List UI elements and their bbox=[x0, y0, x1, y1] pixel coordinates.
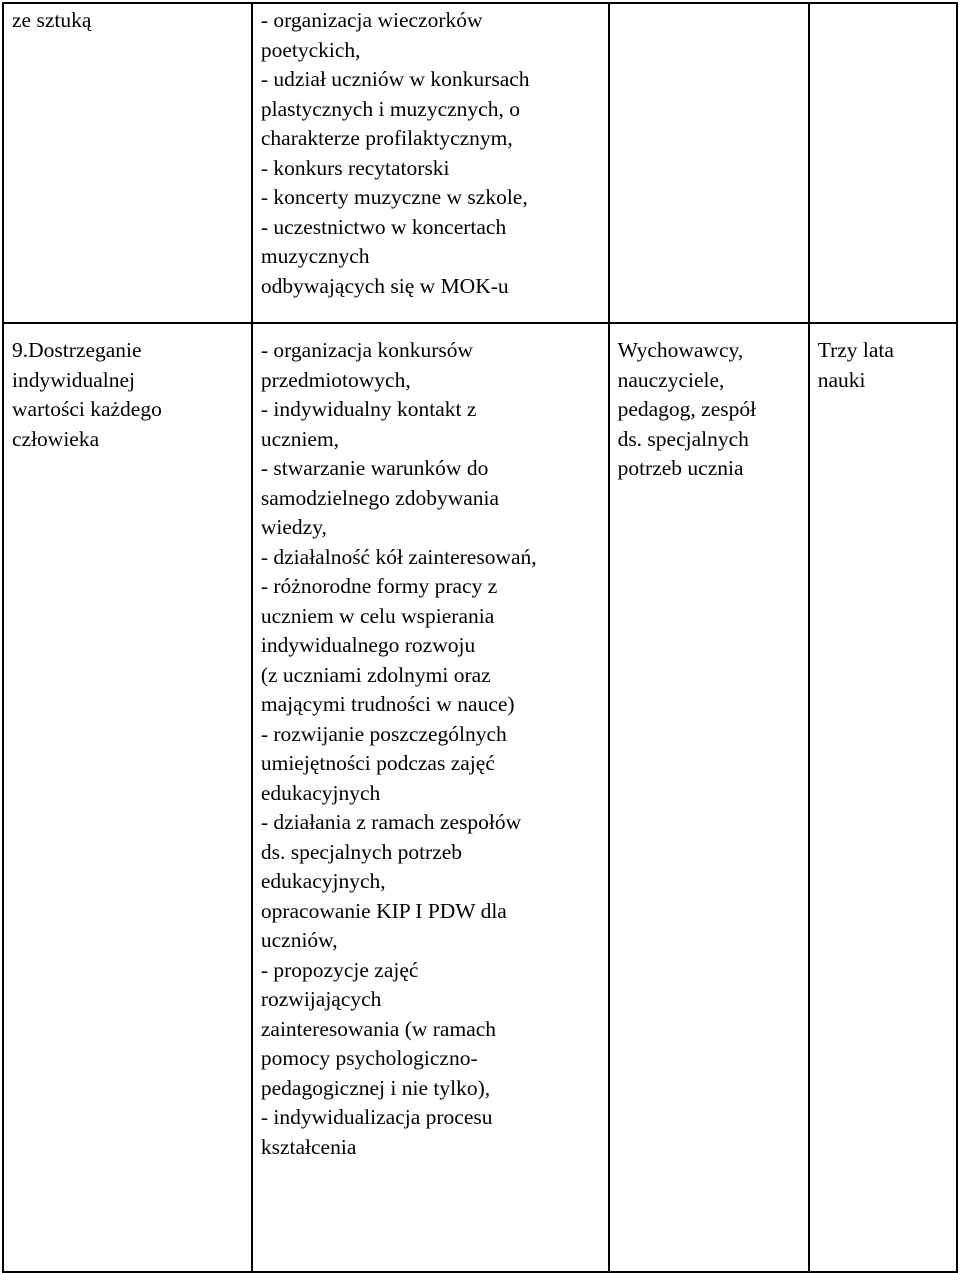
action-line: - indywidualny kontakt z bbox=[260, 397, 477, 421]
action-line: - organizacja wieczorków bbox=[260, 8, 483, 32]
action-line: kształcenia bbox=[260, 1134, 357, 1159]
action-line: zainteresowania (w ramach bbox=[260, 1016, 497, 1041]
action-line: mającymi trudności w nauce) bbox=[260, 692, 515, 716]
responsible-line: Wychowawcy, bbox=[617, 338, 744, 362]
time-line: Trzy lata bbox=[817, 338, 894, 362]
action-line: wiedzy, bbox=[260, 515, 327, 539]
action-line: - uczestnictwo w koncertach bbox=[260, 214, 507, 239]
action-line: odbywających się w MOK-u bbox=[260, 273, 509, 298]
responsible-line: pedagog, zespół bbox=[617, 397, 757, 421]
topic-cell bbox=[3, 323, 252, 1272]
action-line: - indywidualizacja procesu bbox=[260, 1105, 493, 1129]
action-line: indywidualnego rozwoju bbox=[260, 633, 476, 657]
time-line: nauki bbox=[817, 367, 866, 392]
action-line: - różnorodne formy pracy z bbox=[260, 574, 498, 598]
actions-cell bbox=[252, 323, 609, 1272]
action-line: - działania z ramach zespołów bbox=[260, 810, 522, 834]
action-line: - konkurs recytatorski bbox=[260, 155, 450, 180]
plan-table bbox=[2, 2, 958, 1273]
action-line: pomocy psychologiczno- bbox=[260, 1046, 478, 1070]
action-line: - organizacja konkursów bbox=[260, 338, 474, 362]
action-line: - udział uczniów w konkursach bbox=[260, 67, 530, 91]
topic-line: ze sztuką bbox=[12, 8, 92, 32]
action-line: edukacyjnych, bbox=[260, 869, 386, 893]
action-line: uczniem, bbox=[260, 426, 340, 451]
action-line: ds. specjalnych potrzeb bbox=[260, 839, 463, 864]
action-line: - propozycje zajęć bbox=[260, 957, 419, 982]
time-cell bbox=[809, 3, 957, 323]
topic-cell bbox=[3, 3, 252, 323]
action-line: plastycznych i muzycznych, o bbox=[260, 96, 520, 121]
actions-cell bbox=[252, 3, 609, 323]
action-line: przedmiotowych, bbox=[260, 367, 411, 392]
action-line: - koncerty muzyczne w szkole, bbox=[260, 185, 528, 209]
table-row bbox=[3, 323, 957, 1272]
action-line: uczniem w celu wspierania bbox=[260, 603, 495, 628]
topic-line: 9.Dostrzeganie bbox=[12, 338, 142, 362]
action-line: rozwijających bbox=[260, 987, 382, 1011]
action-line: - rozwijanie poszczególnych bbox=[260, 721, 507, 746]
action-line: muzycznych bbox=[260, 244, 370, 268]
action-line: samodzielnego zdobywania bbox=[260, 485, 500, 510]
action-line: (z uczniami zdolnymi oraz bbox=[260, 662, 491, 687]
time-cell bbox=[809, 323, 957, 1272]
responsible-line: potrzeb ucznia bbox=[617, 456, 744, 480]
responsible-cell bbox=[609, 323, 809, 1272]
action-line: - stwarzanie warunków do bbox=[260, 456, 489, 480]
topic-line: indywidualnej bbox=[12, 367, 136, 392]
action-line: uczniów, bbox=[260, 928, 338, 952]
action-line: charakterze profilaktycznym, bbox=[260, 126, 513, 150]
action-line: opracowanie KIP I PDW dla bbox=[260, 898, 507, 923]
action-line: umiejętności podczas zajęć bbox=[260, 751, 495, 775]
topic-line: wartości każdego bbox=[12, 397, 162, 421]
action-line: poetyckich, bbox=[260, 37, 361, 62]
responsible-line: nauczyciele, bbox=[617, 367, 725, 392]
action-line: - działalność kół zainteresowań, bbox=[260, 544, 537, 569]
table-row bbox=[3, 3, 957, 323]
topic-line: człowieka bbox=[12, 426, 100, 451]
action-line: edukacyjnych bbox=[260, 780, 381, 805]
action-line: pedagogicznej i nie tylko), bbox=[260, 1075, 491, 1100]
responsible-line: ds. specjalnych bbox=[617, 426, 749, 451]
responsible-cell bbox=[609, 3, 809, 323]
